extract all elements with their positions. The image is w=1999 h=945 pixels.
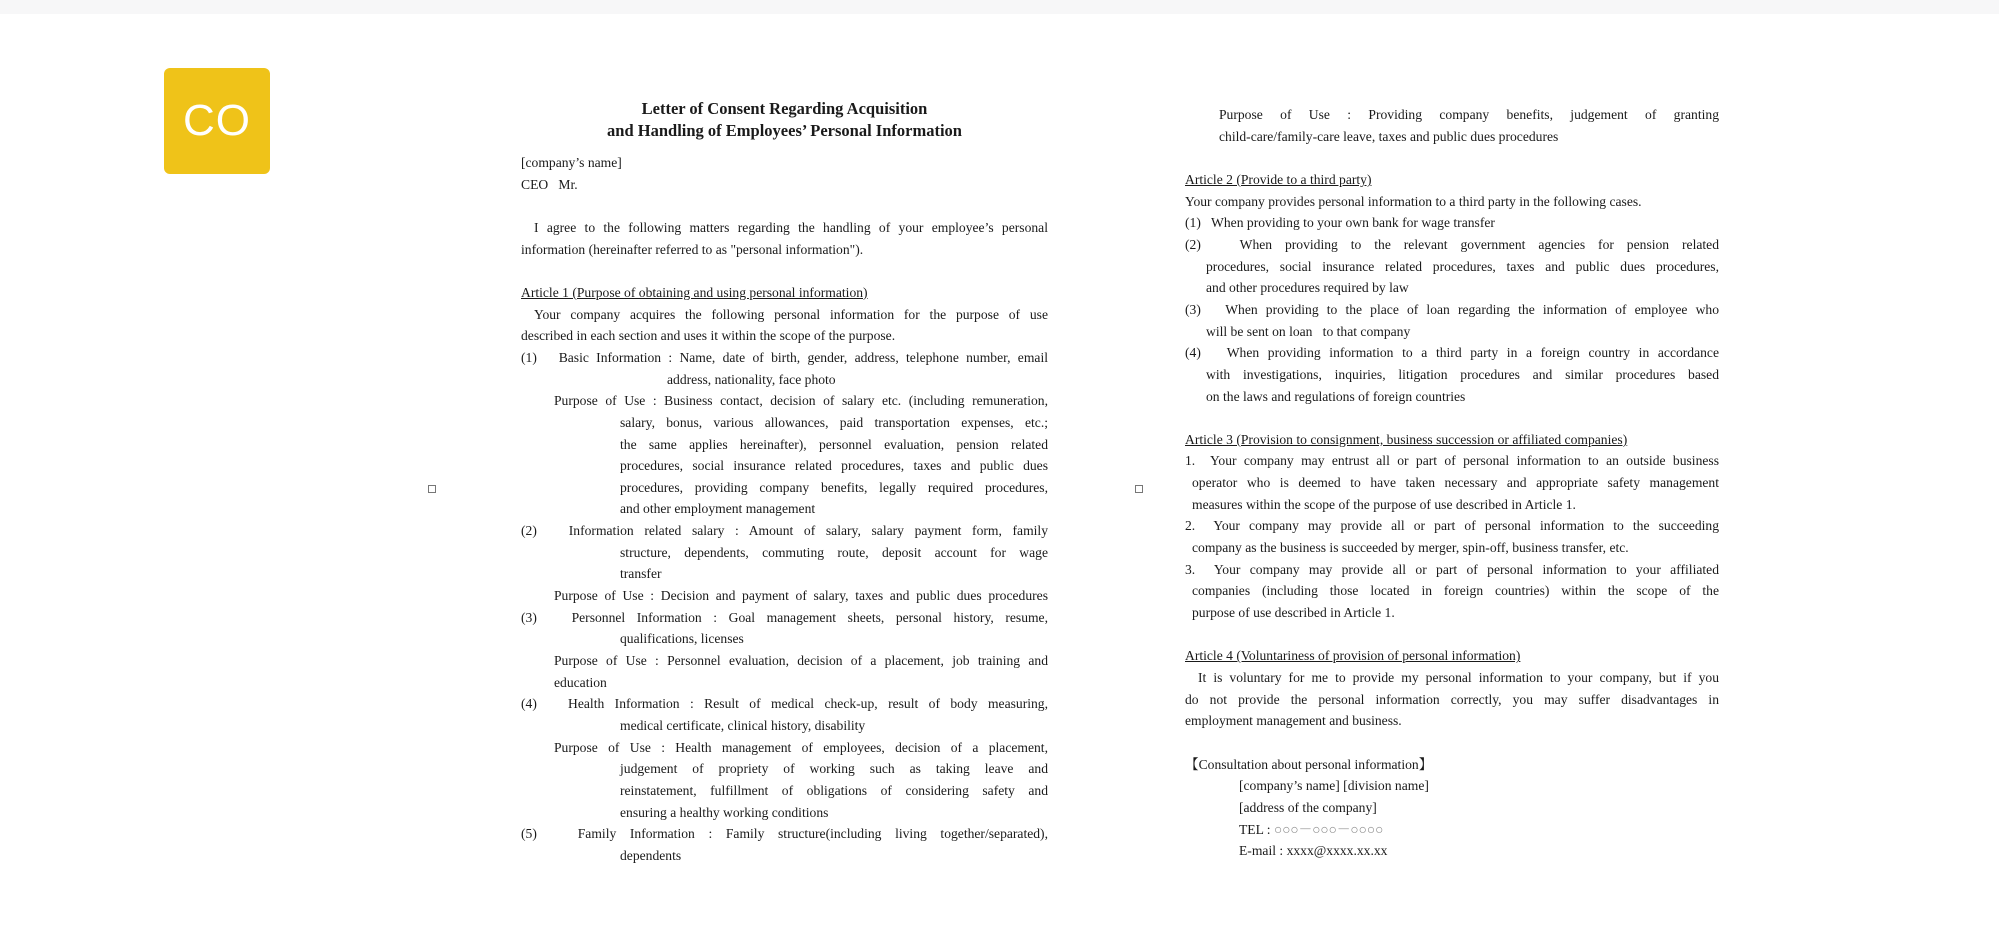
article-3-item-2-line-1: 2. Your company may provide all or part of personal information to the succeeding xyxy=(1185,518,1719,534)
item-4-purpose-3: reinstatement, fulfillment of obligations of considering safety and xyxy=(620,783,1048,798)
article-1-text-1: Your company acquires the following personal information for the purpose of use xyxy=(534,306,1048,322)
item-3-line-2: qualifications, licenses xyxy=(620,631,744,647)
article-2-item-4-line-2: with investigations, inquiries, litigation procedures and similar procedures based xyxy=(1206,366,1719,382)
article-2-item-4-line-1: (4) When providing information to a third party in a foreign country in accordance xyxy=(1185,345,1719,361)
letter-title xyxy=(521,98,1048,142)
item-3-purpose-2: education xyxy=(554,674,607,690)
article-3-item-1-line-1: 1. Your company may entrust all or part of personal information to an outside business xyxy=(1185,453,1719,469)
continued-purpose-1: Purpose of Use : Providing company benefits, judgement of granting xyxy=(1219,107,1719,122)
title-line-1: Letter of Consent Regarding Acquisition xyxy=(641,99,928,118)
article-2-item-4-line-3: on the laws and regulations of foreign countries xyxy=(1206,388,1466,404)
letter-page-left xyxy=(521,98,1048,867)
article-1-text-2: described in each section and uses it within the scope of the purpose. xyxy=(521,328,896,344)
article-2-heading: Article 2 (Provide to a third party) xyxy=(1185,171,1372,187)
top-strip xyxy=(0,0,1999,14)
item-1-purpose-4: procedures, social insurance related procedures, taxes and public dues xyxy=(620,458,1048,474)
article-4-heading: Article 4 (Voluntariness of provision of personal information) xyxy=(1185,648,1521,664)
consultation-heading: 【Consultation about personal information】 xyxy=(1185,756,1433,772)
item-4-purpose-1: Purpose of Use : Health management of employees, decision of a placement, xyxy=(554,739,1048,755)
article-2-item-2-line-1: (2) When providing to the relevant government agencies for pension related xyxy=(1185,236,1719,252)
item-2-purpose-1: Purpose of Use : Decision and payment of salary, taxes and public dues procedures xyxy=(554,588,1048,604)
article-3-item-3-line-3: purpose of use described in Article 1. xyxy=(1192,605,1395,621)
article-3-heading: Article 3 (Provision to consignment, business succession or affiliated companies) xyxy=(1185,431,1628,447)
item-2-line-2: structure, dependents, commuting route, deposit account for wage xyxy=(620,544,1048,560)
article-4-text-2: do not provide the personal information correctly, you may suffer disadvantages in xyxy=(1185,691,1719,707)
consultation-address: [address of the company] xyxy=(1239,799,1377,815)
page-marker-right xyxy=(1135,485,1143,493)
item-1-line-2: address, nationality, face photo xyxy=(667,371,836,387)
title-line-2: and Handling of Employees’ Personal Information xyxy=(607,121,962,140)
item-3-line-1: (3) Personnel Information : Goal management sheets, personal history, resume, xyxy=(521,609,1048,625)
article-3-item-1-line-2: operator who is deemed to have taken necessary and appropriate safety management xyxy=(1192,475,1719,491)
letter-page-right xyxy=(1185,104,1719,862)
tel-number: ○○○－○○○－○○○○ xyxy=(1273,821,1384,837)
article-3-item-3-line-1: 3. Your company may provide all or part of personal information to your affiliated xyxy=(1185,561,1719,577)
item-1-line-1: (1) Basic Information : Name, date of birth, gender, address, telephone number, email xyxy=(521,349,1048,365)
item-1-purpose-6: and other employment management xyxy=(620,501,816,517)
consultation-company: [company’s name] [division name] xyxy=(1239,778,1429,794)
item-5-line-2: dependents xyxy=(620,847,682,863)
page-marker-left xyxy=(428,485,436,493)
item-4-line-1: (4) Health Information : Result of medical check-up, result of body measuring, xyxy=(521,696,1048,712)
intro-line-2: information (hereinafter referred to as "personal information"). xyxy=(521,241,864,257)
item-4-purpose-4: ensuring a healthy working conditions xyxy=(620,804,829,820)
article-2-item-1: (1) When providing to your own bank for wage transfer xyxy=(1185,215,1495,231)
article-2-intro: Your company provides personal information to a third party in the following cases. xyxy=(1185,193,1642,209)
continued-purpose-2: child-care/family-care leave, taxes and public dues procedures xyxy=(1219,128,1559,144)
tel-label: TEL : xyxy=(1239,821,1274,837)
consultation-email: E-mail : xxxx@xxxx.xx.xx xyxy=(1239,843,1388,859)
consultation-tel-line xyxy=(1185,819,1719,841)
article-2-item-3-line-1: (3) When providing to the place of loan regarding the information of employee who xyxy=(1185,301,1719,317)
item-5-line-1: (5) Family Information : Family structure(including living together/separated), xyxy=(521,826,1048,842)
item-4-purpose-2: judgement of propriety of working such as taking leave and xyxy=(620,761,1048,777)
item-1-purpose-1: Purpose of Use : Business contact, decision of salary etc. (including remuneration, xyxy=(554,393,1048,409)
ceo-line: CEO Mr. xyxy=(521,176,578,192)
article-4-text-1: It is voluntary for me to provide my personal information to your company, but if you xyxy=(1198,670,1719,686)
item-3-purpose-1: Purpose of Use : Personnel evaluation, decision of a placement, job training and xyxy=(554,653,1048,669)
intro-line-1: I agree to the following matters regarding the handling of your employee’s personal xyxy=(534,219,1048,235)
article-2-item-3-line-2: will be sent on loan to that company xyxy=(1206,323,1411,339)
article-3-item-1-line-3: measures within the scope of the purpose of use described in Article 1. xyxy=(1192,496,1576,512)
company-logo xyxy=(164,68,270,174)
article-2-item-2-line-3: and other procedures required by law xyxy=(1206,280,1409,296)
item-1-purpose-3: the same applies hereinafter), personnel evaluation, pension related xyxy=(620,436,1048,452)
article-4-text-3: employment management and business. xyxy=(1185,713,1402,729)
item-1-purpose-5: procedures, providing company benefits, legally required procedures, xyxy=(620,479,1048,495)
item-2-line-3: transfer xyxy=(620,566,662,582)
logo-text: CO xyxy=(183,96,251,145)
company-name-placeholder: [company’s name] xyxy=(521,155,622,170)
article-2-item-2-line-2: procedures, social insurance related procedures, taxes and public dues procedures, xyxy=(1206,258,1719,274)
item-4-line-2: medical certificate, clinical history, disability xyxy=(620,718,866,734)
item-2-line-1: (2) Information related salary : Amount of salary, salary payment form, family xyxy=(521,523,1048,539)
item-1-purpose-2: salary, bonus, various allowances, paid transportation expenses, etc.; xyxy=(620,414,1048,430)
article-3-item-2-line-2: company as the business is succeeded by merger, spin-off, business transfer, etc. xyxy=(1192,540,1629,556)
article-3-item-3-line-2: companies (including those located in foreign countries) within the scope of the xyxy=(1192,583,1719,599)
article-1-heading: Article 1 (Purpose of obtaining and using personal information) xyxy=(521,284,868,300)
